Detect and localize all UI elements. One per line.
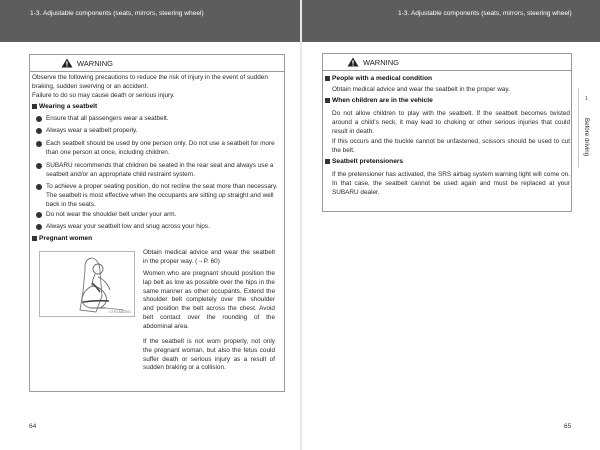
- section-heading-pregnant: Pregnant women: [32, 235, 92, 242]
- bullet-dot-icon: [36, 163, 42, 169]
- left-header-title: 1-3. Adjustable components (seats, mirrors, steering wheel): [30, 10, 204, 17]
- right-header-title: 1-3. Adjustable components (seats, mirrors, steering wheel): [398, 10, 572, 17]
- warning-triangle-icon: [61, 58, 73, 68]
- warning-triangle-icon: [347, 57, 359, 67]
- bullet-dot-icon: [36, 212, 42, 218]
- side-tab-label: Before driving: [583, 118, 590, 157]
- pretensioners-text: If the pretensioner has activated, the SRS airbag system warning light will come on. In that case, the seatbelt cannot be used again and must be replaced at your SUBARU dealer.: [332, 171, 570, 196]
- section-heading-children: When children are in the vehicle: [325, 97, 433, 104]
- left-intro-text: Observe the following precautions to reduce the risk of injury in the event of sudden braking, sudden swerving or an accident.: [32, 74, 268, 90]
- side-tab-number: 1: [585, 96, 588, 102]
- list-item: Do not wear the shoulder belt under your arm.: [36, 211, 280, 220]
- pregnant-paragraph-3: If the seatbelt is not worn properly, not only the pregnant woman, but also the fetus could suffer death or serious injury as a result of sudden braking or a collision.: [143, 338, 275, 372]
- medical-text: Obtain medical advice and wear the seatbelt in the proper way.: [332, 86, 510, 93]
- bullet-dot-icon: [36, 128, 42, 134]
- left-page-header: [0, 0, 300, 42]
- pregnant-paragraph-2: Women who are pregnant should position the lap belt as low as possible over the hips in the same manner as other occupants. Extend the shoulder belt completely over the shoulder and position the belt across the chest. Avoid belt contact over the rounding of the abdominal area.: [143, 270, 275, 330]
- left-intro-text-2: Failure to do so may cause death or serious injury.: [32, 92, 175, 99]
- list-item: Always wear a seatbelt properly.: [36, 127, 280, 136]
- pregnant-paragraph-1: Obtain medical advice and wear the seatbelt in the proper way. (→P. 60): [143, 249, 275, 265]
- list-item: Always wear your seatbelt low and snug across your hips.: [36, 223, 280, 232]
- list-item: Ensure that all passengers wear a seatbelt.: [36, 115, 280, 124]
- right-warning-label: WARNING: [363, 57, 399, 67]
- page-spine: [300, 0, 302, 450]
- children-paragraph-2: If this occurs and the buckle cannot be unfastened, scissors should be used to cut the belt.: [332, 138, 570, 154]
- bullet-dot-icon: [36, 141, 42, 147]
- square-bullet-icon: [325, 98, 330, 103]
- list-item: To achieve a proper seating position, do not recline the seat more than necessary. The seatbelt is most effective when the occupants are sitting up straight and well back in the seats.: [36, 183, 280, 209]
- section-heading-pretensioners: Seatbelt pretensioners: [325, 158, 403, 165]
- side-tab-divider: [578, 88, 579, 168]
- square-bullet-icon: [32, 236, 37, 241]
- right-page-header: [302, 0, 600, 42]
- seated-pregnant-woman-icon: [40, 252, 136, 318]
- left-warning-header: [30, 55, 284, 72]
- square-bullet-icon: [325, 76, 330, 81]
- square-bullet-icon: [32, 104, 37, 109]
- children-paragraph-1: Do not allow children to play with the seatbelt. If the seatbelt becomes twisted around a child’s neck, it may lead to choking or other serious injuries that could result in death.: [332, 110, 570, 135]
- left-warning-label: WARNING: [77, 58, 113, 68]
- right-page-number: 65: [564, 423, 572, 430]
- section-heading-medical: People with a medical condition: [325, 75, 432, 82]
- right-warning-header: [323, 54, 571, 71]
- bullet-dot-icon: [36, 116, 42, 122]
- left-page-number: 64: [29, 423, 37, 430]
- section-heading-seatbelt: Wearing a seatbelt: [32, 103, 97, 110]
- list-item: SUBARU recommends that children be seated in the rear seat and always use a seatbelt and/or an appropriate child restraint system.: [36, 162, 280, 180]
- list-item: Each seatbelt should be used by one person only. Do not use a seatbelt for more than one person at once, including children.: [36, 140, 280, 158]
- pregnant-woman-seatbelt-illustration: [39, 251, 135, 317]
- square-bullet-icon: [325, 159, 330, 164]
- bullet-dot-icon: [36, 224, 42, 230]
- figure-code: CTH1ABZ001: [109, 310, 131, 314]
- bullet-dot-icon: [36, 184, 42, 190]
